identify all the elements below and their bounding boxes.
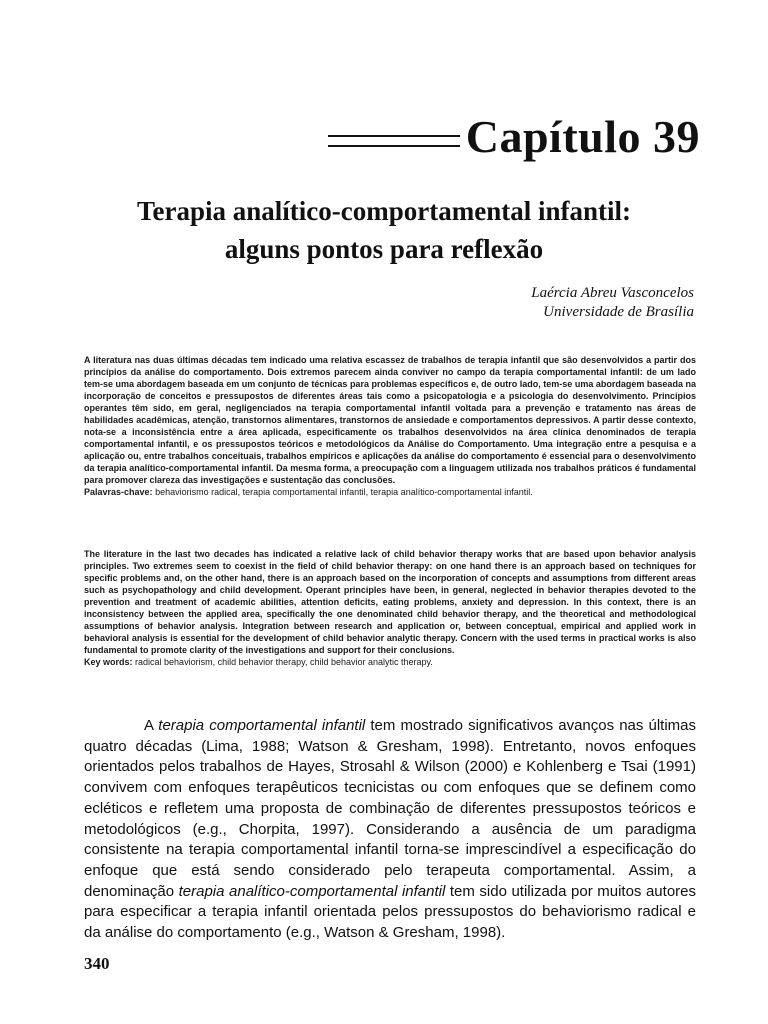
body-paragraph xyxy=(84,716,696,944)
paper-title-line-1: Terapia analítico-comportamental infantil: xyxy=(137,196,631,226)
body-italic-term: terapia analítico-comportamental infantil xyxy=(178,882,446,900)
body-text xyxy=(84,716,696,944)
keywords-portuguese-text: behaviorismo radical, terapia comportamental infantil, terapia analítico-comportamental infantil. xyxy=(155,487,533,497)
keywords-portuguese xyxy=(84,486,696,498)
abstract-portuguese-text: A literatura nas duas últimas décadas tem indicado uma relativa escassez de trabalhos de terapia infantil que são desenvolvidos a partir dos princípios da análise do comportamento. Dois extremos parecem ainda conviver no campo da terapia comportamental infantil: de um lado tem-se uma abordagem baseada em um conjunto de técnicas para problemas específicos e, de outro lado, tem-se uma abordagem baseada na incorporação de conceitos e pressupostos de diferentes áreas tais como a psicopatologia e a psicologia do desenvolvimento. Princípios operantes têm sido, em geral, negligenciados na terapia comportamental infantil voltada para a prevenção e tratamento nas áreas de habilidades acadêmicas, atenção, transtornos alimentares, transtornos de ansiedade e comportamentos depressivos. A partir desse contexto, nota-se a inconsistência entre a área aplicada, especificamente os trabalhos desenvolvidos na área clínica denominados de terapia comportamental infantil, e os pressupostos teóricos e metodológicos da Análise do Comportamento. Uma integração entre a pesquisa e a aplicação ou, entre trabalhos conceituais, trabalhos empíricos e aplicações da análise do comportamento é essencial para o desenvolvimento da terapia analítico-comportamental infantil. Da mesma forma, a preocupação com a linguagem utilizada nos trabalhos práticos é fundamental para promover clareza das investigações e sustentação das conclusões. xyxy=(84,355,696,485)
chapter-title: Capítulo 39 xyxy=(465,110,700,162)
page-number: 340 xyxy=(84,954,110,973)
body-italic-term: terapia comportamental infantil xyxy=(158,717,366,734)
body-text-segment: tem mostrado significativos avanços nas últimas quatro décadas (Lima, 1988; Watson & Gresham, 1998). Entretanto, novos enfoques orientados pelos trabalhos de Hayes, Strosahl & Wilson (2000) e Kohlenberg e Tsai (1991) convivem com enfoques terapêuticos tecnicistas ou com enfoques que se definem como ecléticos e refletem uma proposta de combinação de diferentes pressupostos teóricos e metodológicos (e.g., Chorpita, 1997). Considerando a ausência de um paradigma consistente na terapia comportamental infantil torna-se imprescindível a especificação do enfoque que está sendo considerado pelo terapeuta comportamental. Assim, a denominação xyxy=(84,717,696,900)
keywords-english-label: Key words: xyxy=(84,657,133,667)
abstract-portuguese xyxy=(84,354,696,498)
paper-title xyxy=(60,192,708,268)
abstract-english xyxy=(84,548,696,668)
chapter-rule-decoration xyxy=(328,135,460,147)
author-block xyxy=(531,284,694,322)
chapter-heading xyxy=(270,106,700,166)
paper-title-line-2: alguns pontos para reflexão xyxy=(224,234,544,264)
keywords-english xyxy=(84,656,696,668)
author-name: Laércia Abreu Vasconcelos xyxy=(531,285,694,301)
keywords-english-text: radical behaviorism, child behavior therapy, child behavior analytic therapy. xyxy=(135,657,433,667)
author-affiliation: Universidade de Brasília xyxy=(543,304,694,320)
keywords-portuguese-label: Palavras-chave: xyxy=(84,487,153,497)
body-text-segment: A xyxy=(144,717,159,734)
body-text-segment: tem sido utilizada por muitos autores para especificar a terapia infantil orientada pelos pressupostos do behaviorismo radical e da análise do comportamento (e.g., Watson & Gresham, 1998). xyxy=(84,882,696,942)
abstract-english-text: The literature in the last two decades has indicated a relative lack of child behavior therapy works that are based upon behavior analysis principles. Two extremes seem to coexist in the field of child behavior therapy: on one hand there is an approach based on techniques for specific problems and, on the other hand, there is an approach based on the incorporation of concepts and assumptions from different areas such as psychopathology and child development. Operant principles have been, in general, neglected in behavior therapies devoted to the prevention and treatment of academic abilities, attention deficits, eating problems, anxiety and depression. In this context, there is an inconsistency between the applied area, specifically the one denominated child behavior therapy, and the theoretical and methodological assumptions of behavior analysis. Integration between research and application or, between conceptual, empirical and applied work in behavioral analysis is essential for the development of child behavior analytic therapy. Concern with the used terms in practical works is also fundamental to promote clarity of the investigations and support for their conclusions. xyxy=(84,549,696,655)
